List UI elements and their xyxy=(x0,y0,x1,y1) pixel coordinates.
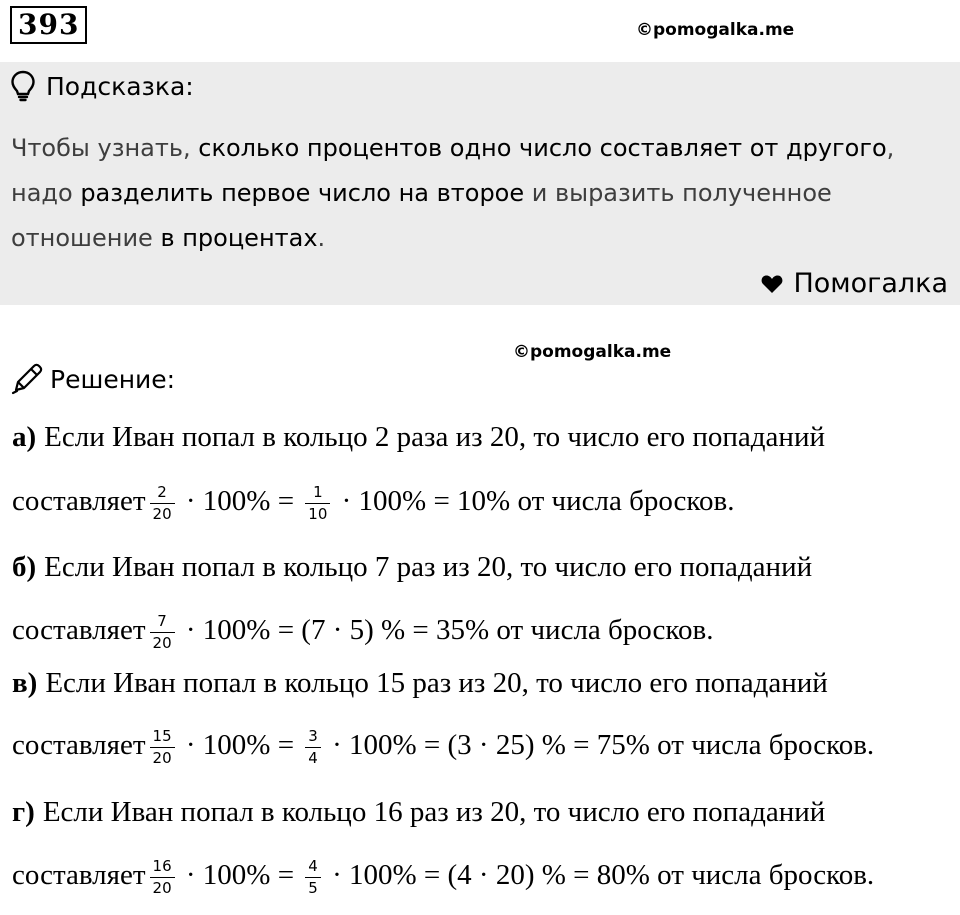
numerator: 16 xyxy=(152,857,172,875)
solution-g-line-2 xyxy=(12,856,874,895)
solution-b-line-2 xyxy=(12,611,713,650)
solution-g-line-1 xyxy=(12,796,825,829)
hint-header xyxy=(10,70,194,102)
solution-a-line-1 xyxy=(12,421,825,454)
item-text: · 100% = xyxy=(178,485,302,517)
item-text: составляет xyxy=(12,614,146,646)
item-label: а) xyxy=(12,421,37,453)
watermark-top: ©pomogalka.me xyxy=(636,20,795,40)
solution-a-line-2 xyxy=(12,482,735,521)
denominator: 20 xyxy=(150,503,175,523)
item-label: г) xyxy=(12,796,35,828)
denominator: 10 xyxy=(305,503,330,523)
fraction xyxy=(150,484,175,523)
fraction xyxy=(305,484,330,523)
numerator: 1 xyxy=(313,483,323,501)
fraction xyxy=(150,728,175,767)
hint-text-part: Чтобы узнать, xyxy=(11,134,199,162)
item-text: составляет xyxy=(12,859,146,891)
hint-title: Подсказка: xyxy=(46,71,194,101)
item-text: · 100% = (7 · 5) % = 35% от числа бросков. xyxy=(178,614,714,646)
solution-v-line-2 xyxy=(12,726,874,765)
item-text: Если Иван попал в кольцо 15 раз из 20, то число его попаданий xyxy=(45,667,828,699)
pencil-icon xyxy=(10,362,44,396)
solution-header xyxy=(10,362,175,396)
item-text: · 100% = 10% от числа бросков. xyxy=(334,485,735,517)
hint-text-part: , xyxy=(886,134,895,162)
item-text: · 100% = xyxy=(178,859,302,891)
denominator: 4 xyxy=(305,747,321,767)
watermark-mid: ©pomogalka.me xyxy=(513,342,672,362)
item-text: · 100% = (4 · 20) % = 80% от числа бросков. xyxy=(324,859,875,891)
item-text: Если Иван попал в кольцо 16 раз из 20, то число его попаданий xyxy=(42,796,826,828)
heart-icon xyxy=(761,274,783,294)
item-label: в) xyxy=(12,667,38,699)
item-text: Если Иван попал в кольцо 7 раз из 20, то число его попаданий xyxy=(44,551,813,583)
numerator: 15 xyxy=(152,727,172,745)
item-text: · 100% = (3 · 25) % = 75% от числа бросков. xyxy=(324,729,875,761)
hint-line-3 xyxy=(11,216,951,261)
hint-text-part: и выразить полученное xyxy=(524,179,832,207)
item-text: составляет xyxy=(12,485,146,517)
denominator: 20 xyxy=(150,747,175,767)
item-label: б) xyxy=(12,551,37,583)
hint-signature xyxy=(761,268,948,299)
task-number: 393 xyxy=(10,6,87,44)
item-text: Если Иван попал в кольцо 2 раза из 20, то число его попаданий xyxy=(44,421,825,453)
item-text: составляет xyxy=(12,729,146,761)
solution-v-line-1 xyxy=(12,667,828,700)
fraction xyxy=(305,728,321,767)
denominator: 5 xyxy=(305,877,321,897)
hint-emphasis: сколько процентов одно число составляет от другого xyxy=(198,134,887,162)
hint-line-1 xyxy=(11,126,951,171)
hint-text-part: . xyxy=(317,224,326,252)
hint-text-part: отношение xyxy=(11,224,161,252)
solution-title: Решение: xyxy=(50,364,176,394)
hint-text xyxy=(11,126,951,261)
numerator: 7 xyxy=(157,612,167,630)
signature-text: Помогалка xyxy=(793,268,948,299)
hint-emphasis: в процентах xyxy=(160,224,318,252)
hint-text-part: надо xyxy=(11,179,81,207)
hint-line-2 xyxy=(11,171,951,216)
hint-emphasis: разделить первое число на второе xyxy=(80,179,525,207)
denominator: 20 xyxy=(150,632,175,652)
denominator: 20 xyxy=(150,877,175,897)
lightbulb-icon xyxy=(10,70,36,102)
solution-b-line-1 xyxy=(12,551,812,584)
numerator: 2 xyxy=(157,483,167,501)
fraction xyxy=(150,613,175,652)
fraction xyxy=(150,858,175,897)
item-text: · 100% = xyxy=(178,729,302,761)
numerator: 4 xyxy=(308,857,318,875)
fraction xyxy=(305,858,321,897)
numerator: 3 xyxy=(308,727,318,745)
